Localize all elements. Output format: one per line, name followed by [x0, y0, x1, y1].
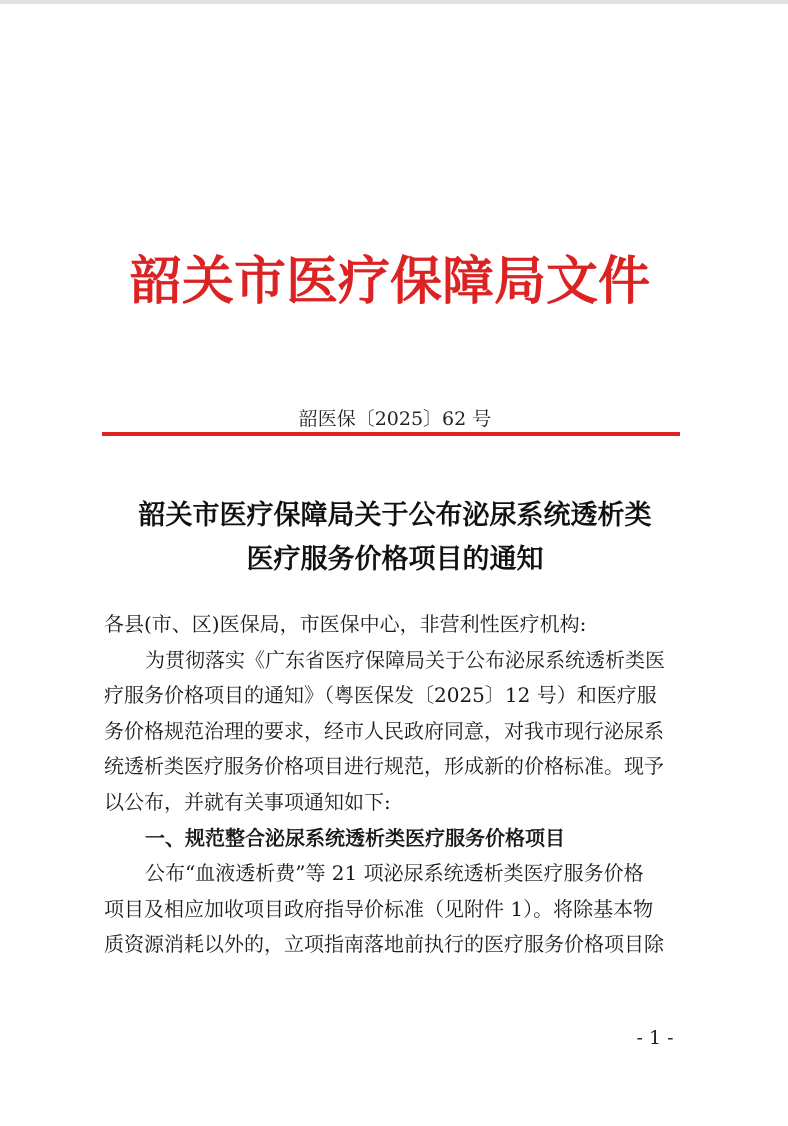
paragraph-1-line-1: 为贯彻落实《广东省医疗保障局关于公布泌尿系统透析类医 [145, 647, 665, 672]
paragraph-1-line-3: 务价格规范治理的要求，经市人民政府同意，对我市现行泌尿系 [104, 718, 664, 743]
paragraph-1-line-2: 疗服务价格项目的通知》（粤医保发〔2025〕12 号）和医疗服 [104, 683, 657, 708]
section-1-heading: 一、规范整合泌尿系统透析类医疗服务价格项目 [145, 825, 565, 850]
notice-title-line-2: 医疗服务价格项目的通知 [246, 544, 544, 575]
document-header-title: 韶关市医疗保障局文件 [129, 252, 650, 312]
notice-title [100, 494, 690, 582]
document-body [104, 607, 694, 963]
recipients-line: 各县(市、区)医保局，市医保中心，非营利性医疗机构: [104, 612, 587, 636]
paragraph-2-line-1: 公布“血液透析费”等 21 项泌尿系统透析类医疗服务价格 [145, 861, 644, 886]
paragraph-2-line-3: 质资源消耗以外的，立项指南落地前执行的医疗服务价格项目除 [104, 932, 664, 957]
page-top-edge [0, 0, 788, 4]
red-divider-line [102, 432, 680, 436]
paragraph-1-line-5: 以公布，并就有关事项通知如下: [104, 789, 391, 814]
paragraph-2-line-2: 项目及相应加收项目政府指导价标准（见附件 1）。将除基本物 [104, 896, 654, 921]
document-number: 韶医保〔2025〕62 号 [298, 408, 492, 430]
page-number: - 1 - [636, 1027, 674, 1049]
paragraph-1-line-4: 统透析类医疗服务价格项目进行规范，形成新的价格标准。现予 [104, 754, 664, 779]
notice-title-line-1: 韶关市医疗保障局关于公布泌尿系统透析类 [138, 500, 652, 531]
